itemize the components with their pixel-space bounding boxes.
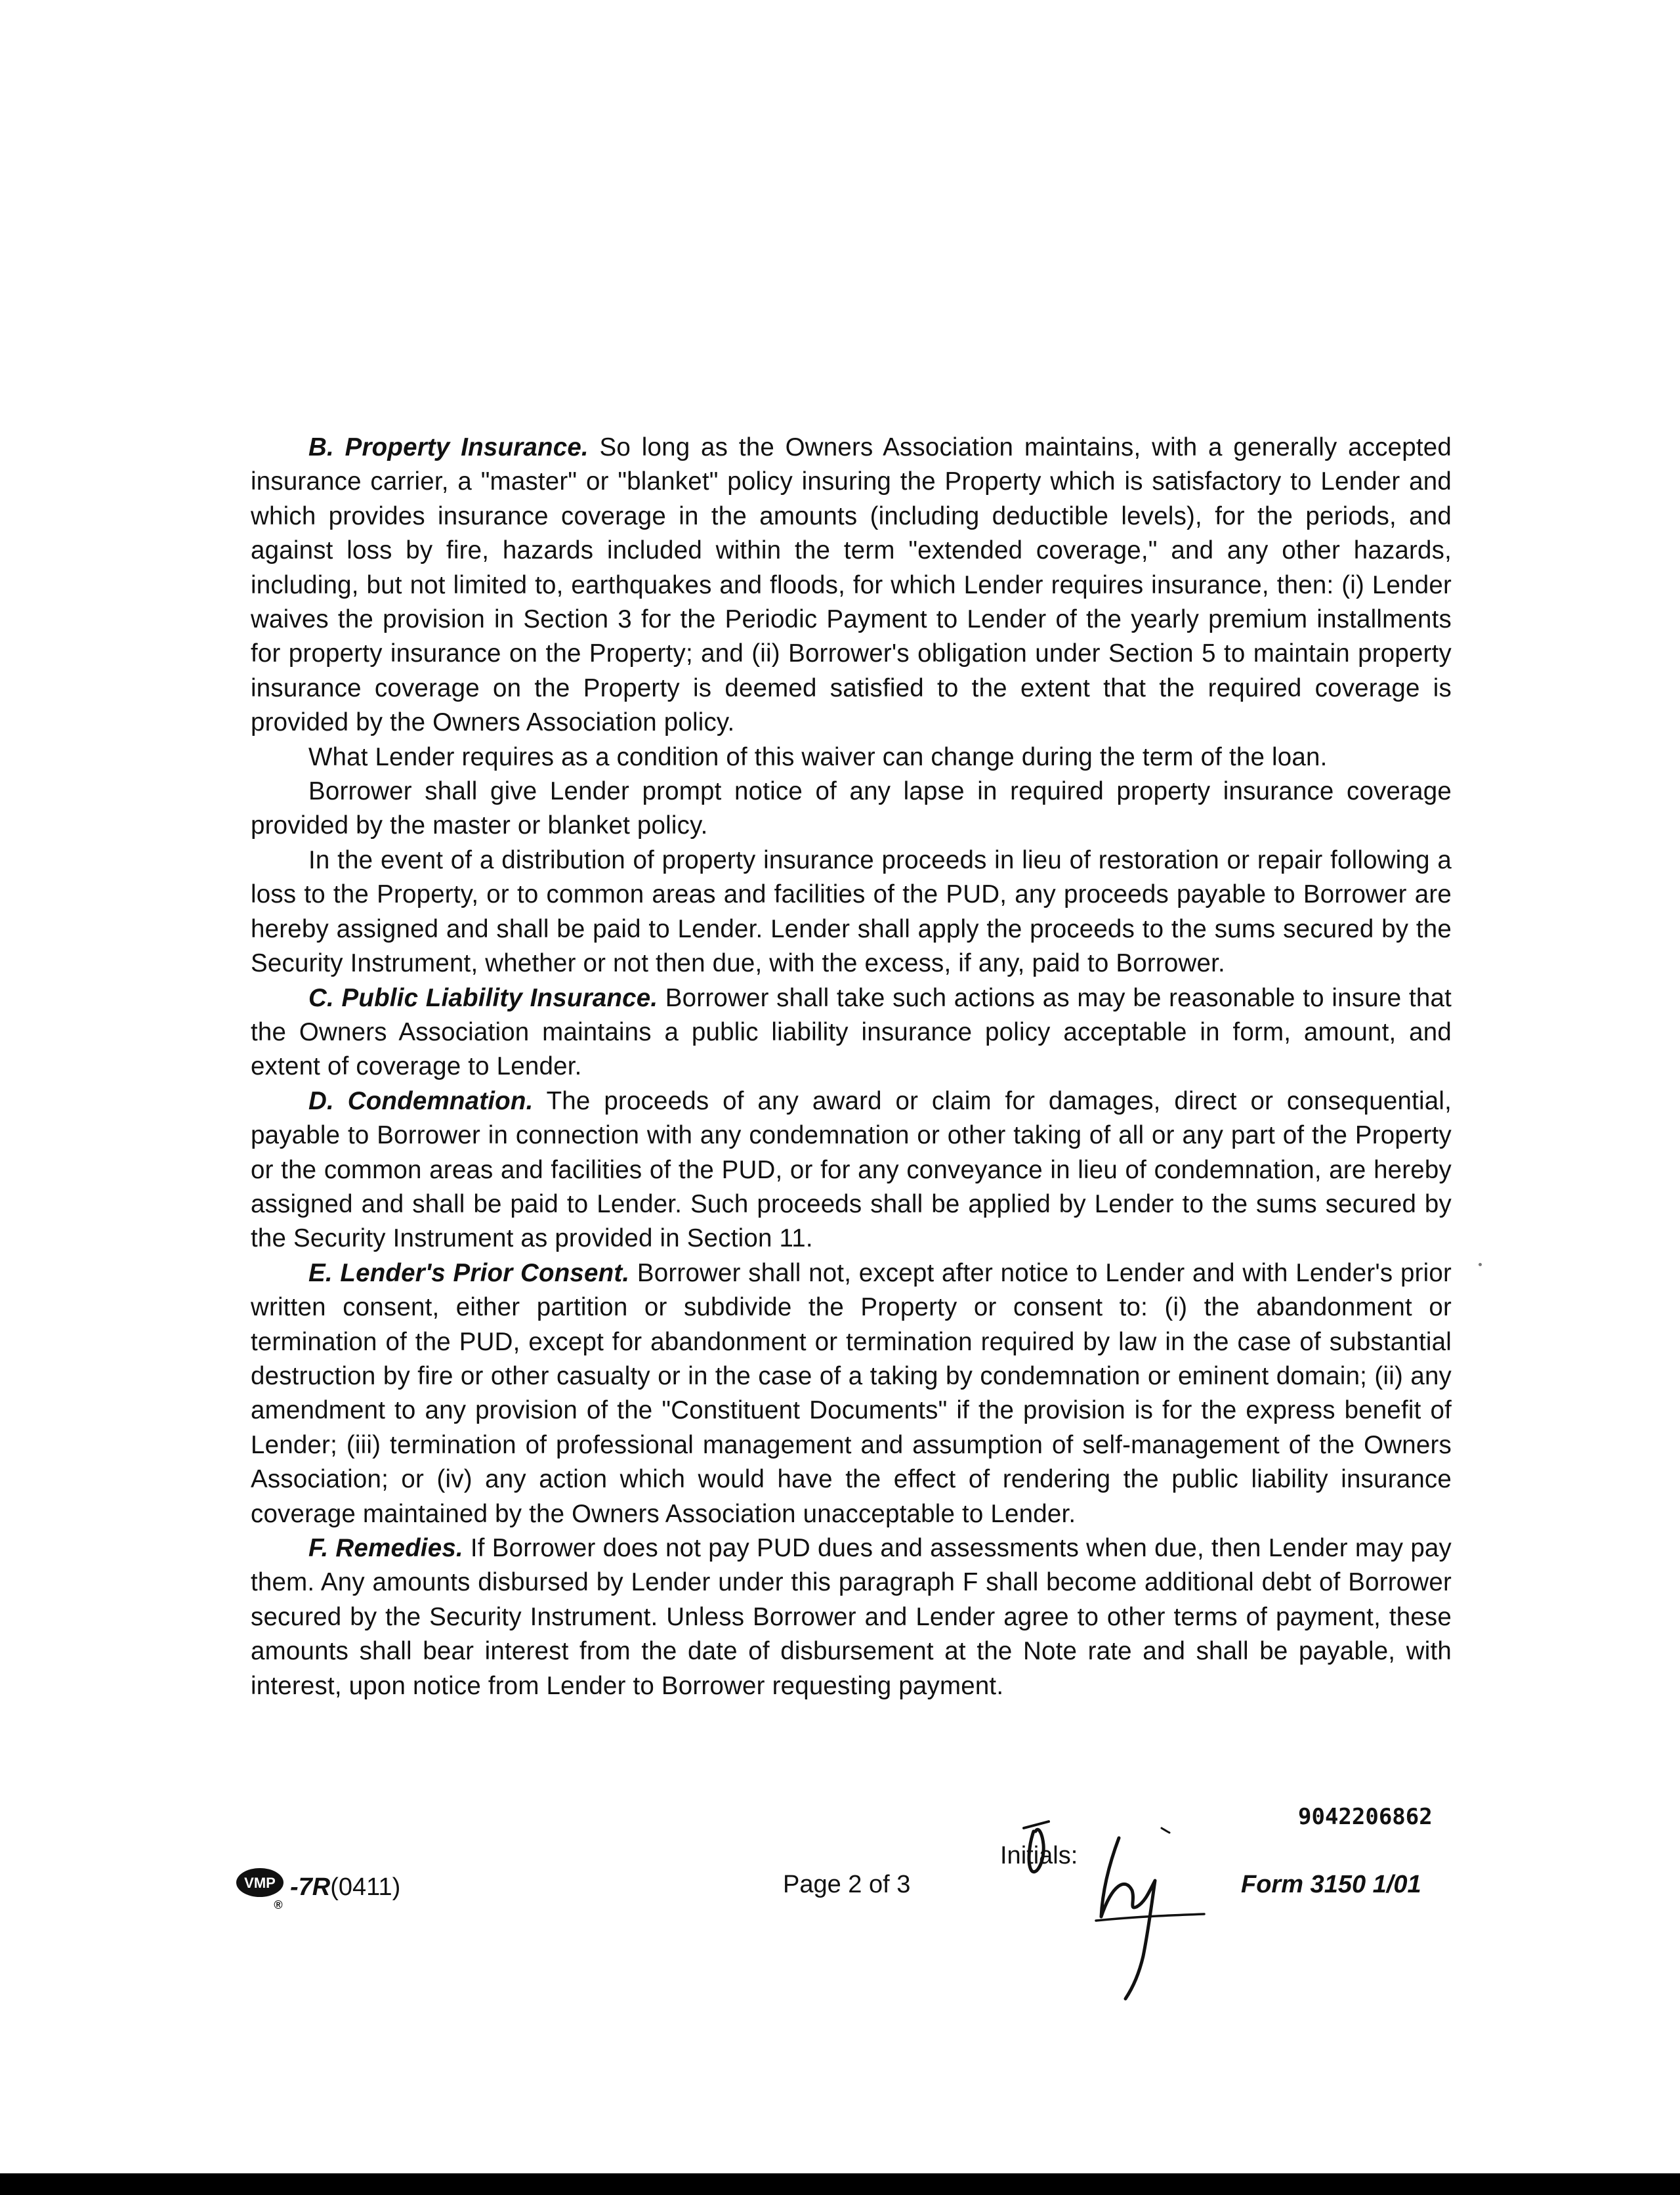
paragraph-remedies xyxy=(251,1531,1452,1703)
scan-speck xyxy=(1479,1263,1482,1266)
text-condemnation: The proceeds of any award or claim for damages, direct or consequential, payable to Borrower in connection with any condemnation or other taking of all or any part of the Property or the common areas and facilities of the PUD, or for any conveyance in lieu of condemnation, are hereby assigned and shall be paid to Lender. Such proceeds shall be applied by Lender to the sums secured by the Security Instrument as provided in Section 11. xyxy=(251,1086,1452,1253)
paragraph-condemnation xyxy=(251,1084,1452,1256)
text-lapse-notice: Borrower shall give Lender prompt notice of any lapse in required property insurance coverage provided by the master or blanket policy. xyxy=(251,777,1452,840)
registered-mark: ® xyxy=(274,1898,283,1911)
paragraph-lapse-notice xyxy=(251,775,1452,843)
form-revision: (0411) xyxy=(330,1873,401,1901)
text-remedies: If Borrower does not pay PUD dues and assessments when due, then Lender may pay them. Any amounts disbursed by Lender under this paragraph F shall become additional debt of Borrower secured by the Security Instrument. Unless Borrower and Lender agree to other terms of payment, these amounts shall bear interest from the date of disbursement at the Note rate and shall be payable, with interest, upon notice from Lender to Borrower requesting payment. xyxy=(251,1534,1452,1700)
vmp-logo-icon xyxy=(235,1863,290,1911)
heading-property-insurance: B. Property Insurance. xyxy=(308,433,589,461)
heading-remedies: F. Remedies. xyxy=(308,1534,463,1562)
document-number: 9042206862 xyxy=(1298,1804,1433,1830)
text-property-insurance: So long as the Owners Association maintains, with a generally accepted insurance carrier, a "master" or "blanket" policy insuring the Property which is satisfactory to Lender and which provides insurance coverage in the amounts (including deductible levels), for the periods, and against loss by fire, hazards included within the term "extended coverage," and any other hazards, including, but not limited to, earthquakes and floods, for which Lender requires insurance, then: (i) Lender waives the provision in Section 3 for the Periodic Payment to Lender of the yearly premium installments for property insurance on the Property; and (ii) Borrower's obligation under Section 5 to maintain property insurance coverage on the Property is deemed satisfied to the extent that the required coverage is provided by the Owners Association policy. xyxy=(251,433,1452,737)
text-prior-consent: Borrower shall not, except after notice to Lender and with Lender's prior written consent, either partition or subdivide the Property or consent to: (i) the abandonment or termination of the PUD, except for abandonment or termination required by law in the case of substantial destruction by fire or other casualty or in the case of a taking by condemnation or eminent domain; (ii) any amendment to any provision of the "Constituent Documents" if the provision is for the express benefit of Lender; (iii) termination of professional management and assumption of self-management of the Owners Association; or (iv) any action which would have the effect of rendering the public liability insurance coverage maintained by the Owners Association unacceptable to Lender. xyxy=(251,1258,1452,1528)
heading-condemnation: D. Condemnation. xyxy=(308,1086,534,1115)
form-code-prefix: -7R xyxy=(290,1873,331,1901)
vmp-logo-text: VMP xyxy=(244,1875,276,1891)
paragraph-prior-consent xyxy=(251,1256,1452,1531)
heading-public-liability: C. Public Liability Insurance. xyxy=(308,983,658,1012)
initials-signature xyxy=(998,1792,1208,2002)
form-number: Form 3150 1/01 xyxy=(1241,1871,1421,1898)
paragraph-proceeds-distribution xyxy=(251,843,1452,981)
initials-label: Initials: xyxy=(1000,1842,1078,1869)
text-proceeds-distribution: In the event of a distribution of property insurance proceeds in lieu of restoration or repair following a loss to the Property, or to common areas and facilities of the PUD, any proceeds payable to Borrower are hereby assigned and shall be paid to Lender. Lender shall apply the proceeds to the sums secured by the Security Instrument, whether or not then due, with the excess, if any, paid to Borrower. xyxy=(251,845,1452,978)
text-public-liability: Borrower shall take such actions as may be reasonable to insure that the Owners Association maintains a public liability insurance policy acceptable in form, amount, and extent of coverage to Lender. xyxy=(251,983,1452,1081)
scan-bottom-edge xyxy=(0,2173,1680,2195)
text-waiver-condition: What Lender requires as a condition of this waiver can change during the term of the loan. xyxy=(308,742,1328,771)
page-number: Page 2 of 3 xyxy=(783,1871,911,1898)
paragraph-waiver-condition xyxy=(251,740,1452,775)
heading-prior-consent: E. Lender's Prior Consent. xyxy=(308,1258,630,1287)
form-code xyxy=(235,1867,401,1911)
body-text xyxy=(251,431,1452,1703)
paragraph-public-liability xyxy=(251,981,1452,1084)
paragraph-property-insurance xyxy=(251,431,1452,740)
